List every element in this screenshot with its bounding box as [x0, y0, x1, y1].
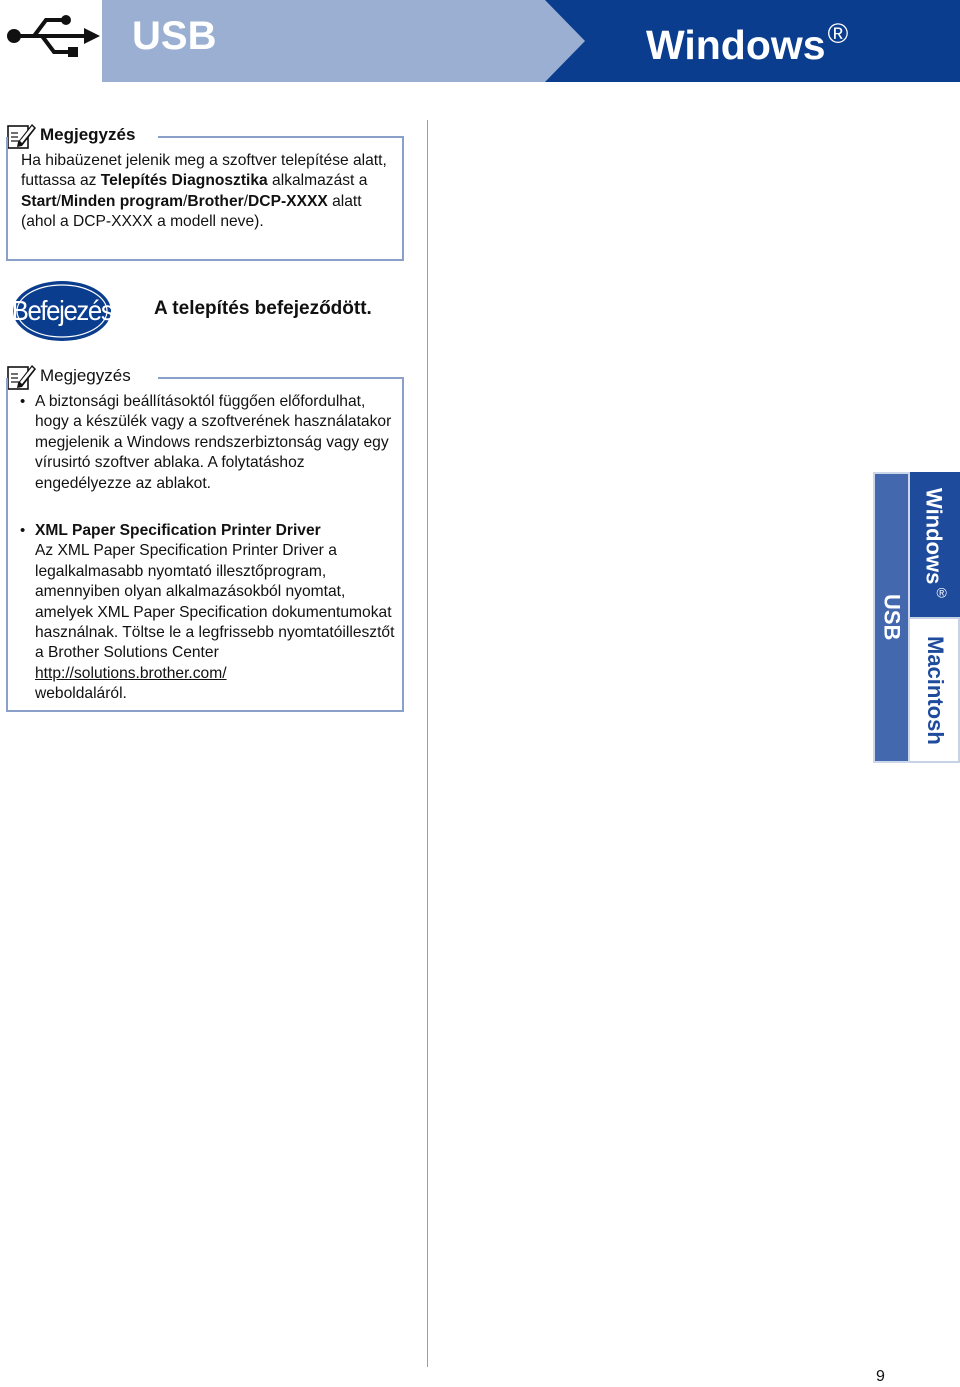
header-usb-title: USB: [132, 14, 217, 58]
bullet-1: •: [20, 393, 26, 410]
solutions-link[interactable]: http://solutions.brother.com/: [35, 664, 227, 682]
note1-heading: Megjegyzés: [40, 125, 136, 144]
note2-item2-title: XML Paper Specification Printer Driver: [35, 522, 321, 539]
note1-text-7: /: [183, 192, 188, 210]
side-tab-usb: [873, 472, 910, 763]
usb-icon: [4, 12, 100, 60]
side-tab-windows-label: [920, 488, 949, 600]
registered-mark: ®: [827, 18, 849, 49]
side-tab-windows: [910, 472, 960, 617]
note1-text-8: Brother: [187, 192, 244, 210]
note1-text-2: Telepítés Diagnosztika: [100, 172, 268, 190]
bullet-2: •: [20, 522, 26, 539]
note1-text-10: DCP-XXXX: [248, 192, 328, 210]
note2-item2-body: Az XML Paper Specification Printer Driver a legalkalmasabb nyomtató illesztőprogram, amennyiben olyan alkalmazásokból nyomtat, amelyek XML Paper Specification dokumentumokat használnak. Töltse le a legfrissebb nyomtatóillesztőt a Brother Solutions Center: [35, 542, 395, 662]
side-tab-reg-mark: ®: [933, 584, 950, 601]
note1-text-9: /: [243, 192, 249, 210]
note2-item1: A biztonsági beállításoktól függően előfordulhat, hogy a készülék vagy a szoftverének használatakor megjelenik a Windows rendszerbiztonság vagy egy vírusirtó szoftver ablaka. A folytatáshoz engedélyezze az ablakot.: [35, 393, 392, 492]
note1-text-3: alkalmazást a: [267, 172, 368, 190]
note2-item2: [35, 521, 395, 705]
note2-heading: Megjegyzés: [40, 366, 131, 385]
note2-item2-tail: weboldaláról.: [35, 685, 127, 703]
header-windows-text: Windows: [646, 22, 826, 68]
side-tab-usb-label: USB: [879, 594, 905, 641]
side-tab-macintosh-label: Macintosh: [923, 635, 948, 745]
finish-message: A telepítés befejeződött.: [154, 298, 372, 319]
page-number: 9: [876, 1368, 885, 1385]
note1-text-4: Start: [21, 192, 57, 210]
note1-text-5: /: [56, 192, 61, 210]
note1-text-6: Minden program: [60, 192, 184, 210]
side-tab-windows-text: Windows: [921, 488, 947, 585]
column-divider: [427, 120, 428, 1367]
note1-body: [21, 151, 396, 233]
note1-text-1: Ha hibaüzenet jelenik meg a szoftver telepítése alatt, futtassa az: [21, 152, 387, 190]
finish-badge-label: Befejezés: [11, 295, 113, 326]
note1-text-11: alatt (ahol a DCP-XXXX a modell neve).: [21, 192, 362, 231]
side-tab-macintosh: [910, 617, 960, 763]
header-windows-title: [646, 18, 848, 69]
